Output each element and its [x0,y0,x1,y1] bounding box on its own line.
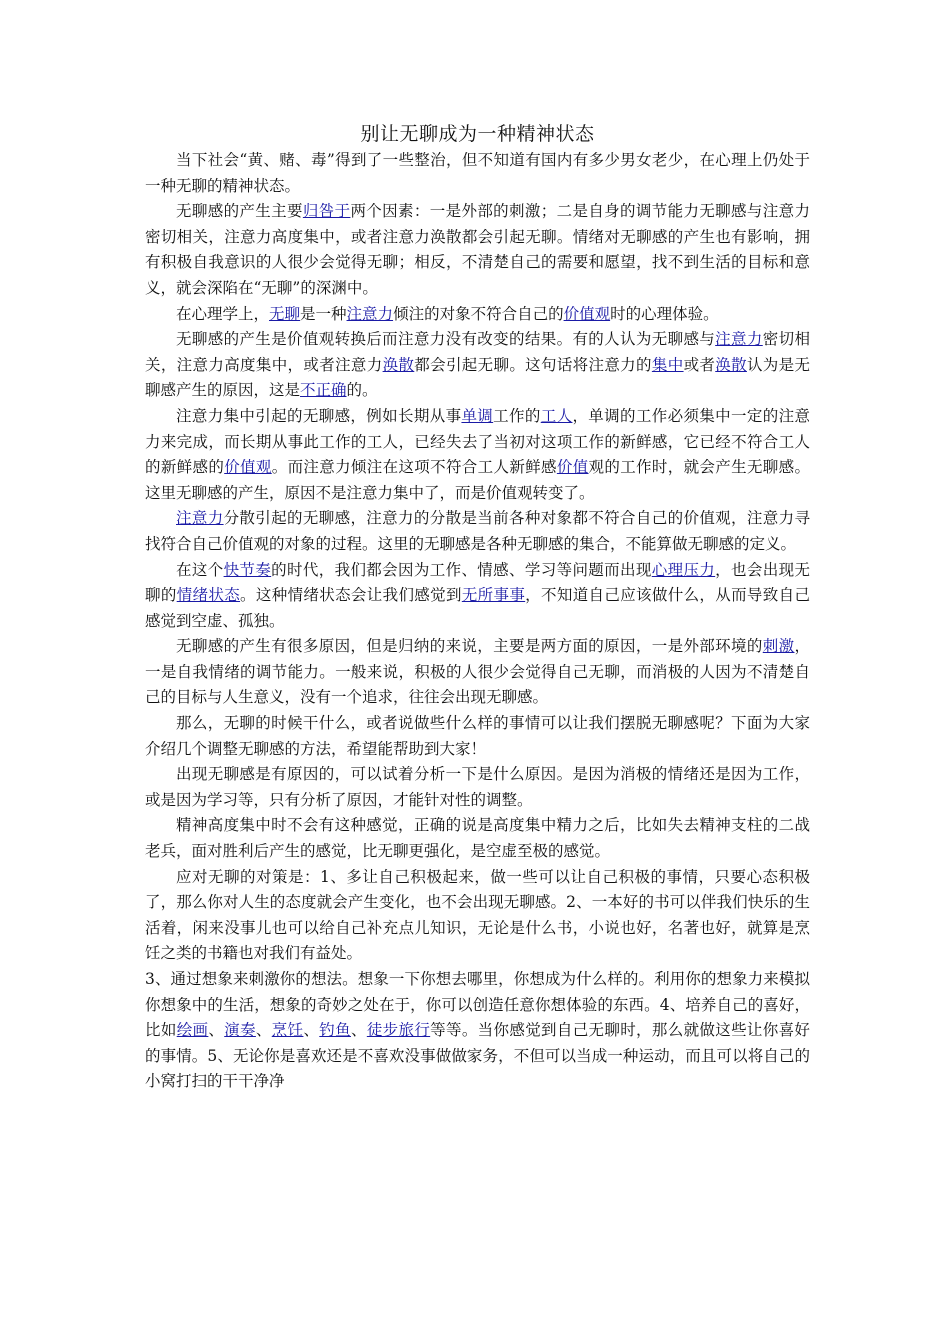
paragraph [145,302,810,328]
text-span: 在这个 [176,560,224,579]
text-span: 精神高度集中时不会有这种感觉，正确的说是高度集中精力之后，比如失去精神支柱的二战老兵，面对胜利后产生的感觉，比无聊更强化，是空虚至极的感觉。 [145,816,810,861]
text-span: ，单调的工作必须集中一定的注意力来完成，而长期从事此工作的工人，已经失去了当初对这项工作的新鲜感，它已经不符合工人的新鲜感的 [145,406,810,477]
inline-link[interactable]: 演奏 [224,1021,256,1040]
text-span: ，不知道自己应该做什么，从而导致自己感觉到空虚、孤独。 [145,586,810,630]
inline-link[interactable]: 价值 [556,458,589,477]
inline-link[interactable]: 刺激 [762,637,795,656]
text-span: 无聊感的产生是价值观转换后而注意力没有改变的结果。有的人认为无聊感与 [176,330,716,349]
document-page [145,122,810,1095]
inline-link[interactable]: 注意力 [176,509,224,528]
text-span: 观的工作时，就会产生无聊感。这里无聊感的产生，原因不是注意力集中了，而是价值观转变了。 [145,458,810,502]
inline-link[interactable]: 工人 [540,406,573,425]
text-span: 、 [303,1021,320,1040]
paragraph [145,762,810,813]
text-span: 两个因素：一是外部的刺激；二是自身的调节能力无聊感与注意力密切相关，注意力高度集中，或者注意力涣散都会引起无聊。情绪对无聊感的产生也有影响，拥有积极自我意识的人很少会觉得无聊；相反，不清楚自己的需要和愿望，找不到生活的目标和意义，就会深陷在“无聊”的深渊中。 [145,202,810,297]
text-span: 、 [350,1021,367,1040]
text-span: 时的心理体验。 [610,304,719,323]
inline-link[interactable]: 烹饪 [271,1021,304,1040]
inline-link[interactable]: 徒步旅行 [366,1021,431,1040]
inline-link[interactable]: 绘画 [176,1021,209,1040]
text-span: 。这种情绪状态会让我们感觉到 [240,586,462,605]
inline-link[interactable]: 单调 [461,406,494,425]
inline-link[interactable]: 无聊 [269,304,301,323]
text-span: 应对无聊的对策是：1、多让自己积极起来，做一些可以让自己积极的事情，只要心态积极了，那么你对人生的态度就会产生变化，也不会出现无聊感。2、一本好的书可以伴我们快乐的生活着，闲来没事儿也可以给自己补充点儿知识，无论是什么书，小说也好，名著也好，就算是烹饪之类的书籍也对我们有益处。 [145,867,810,963]
paragraph [145,558,810,635]
text-span: 密切相关，注意力高度集中，或者注意力 [145,330,810,374]
inline-link[interactable]: 价值观 [224,458,272,477]
inline-link[interactable]: 集中 [651,355,684,374]
text-span: 。而注意力倾注在这项不符合工人新鲜感 [271,458,557,477]
inline-link[interactable]: 归咎于 [302,202,351,221]
inline-link[interactable]: 不正确 [300,381,347,400]
text-span: ，一是自我情绪的调节能力。一般来说，积极的人很少会觉得自己无聊，而消极的人因为不清楚自己的目标与人生意义，没有一个追求，往往会出现无聊感。 [145,637,810,707]
inline-link[interactable]: 钓鱼 [319,1021,351,1040]
paragraph [145,813,810,864]
text-span: 的时代，我们都会因为工作、情感、学习等问题而出现 [271,560,652,579]
inline-link[interactable]: 情绪状态 [176,586,241,605]
text-span: 倾注的对象不符合自己的 [393,304,564,323]
inline-link[interactable]: 快节奏 [223,560,272,579]
text-span: 、 [255,1021,272,1040]
paragraph [145,865,810,967]
text-span: 是一种 [300,304,347,323]
text-span: 或者 [683,355,716,374]
text-span: 工作的 [493,406,541,425]
document-title: 别让无聊成为一种精神状态 [360,123,595,145]
text-span: ，也会出现无聊的 [145,560,810,605]
inline-link[interactable]: 涣散 [715,355,747,374]
text-span: 、 [208,1021,225,1040]
paragraph [145,711,810,762]
text-span: 分散引起的无聊感，注意力的分散是当前各种对象都不符合自己的价值观，注意力寻找符合自己价值观的对象的过程。这里的无聊感是各种无聊感的集合，不能算做无聊感的定义。 [145,509,810,553]
text-span: 无聊感的产生主要 [176,202,303,221]
text-span: 在心理学上， [176,304,270,323]
text-span: 都会引起无聊。这句话将注意力的 [414,355,652,374]
text-span: 那么，无聊的时候干什么，或者说做些什么样的事情可以让我们摆脱无聊感呢？下面为大家介绍几个调整无聊感的方法，希望能帮助到大家！ [145,714,810,758]
text-span: 当下社会“黄、赌、毒”得到了一些整治，但不知道有国内有多少男女老少，在心理上仍处于一种无聊的精神状态。 [145,151,810,195]
paragraph [145,327,810,404]
text-span: 3、通过想象来刺激你的想法。想象一下你想去哪里，你想成为什么样的。利用你的想象力来模拟你想象中的生活，想象的奇妙之处在于，你可以创造任意你想体验的东西。4、培养自己的喜好，比如 [145,970,810,1040]
inline-link[interactable]: 价值观 [563,304,611,323]
text-span: 的。 [346,381,378,400]
text-span: 出现无聊感是有原因的，可以试着分析一下是什么原因。是因为消极的情绪还是因为工作，或是因为学习等，只有分析了原因，才能针对性的调整。 [145,765,810,809]
inline-link[interactable]: 涣散 [382,355,415,374]
paragraph [145,148,810,199]
text-span: 等等。当你感觉到自己无聊时，那么就做这些让你喜好的事情。5、无论你是喜欢还是不喜欢没事做做家务，不但可以当成一种运动，而且可以将自己的小窝打扫的干干净净 [145,1021,810,1091]
inline-link[interactable]: 注意力 [346,304,394,323]
document-body [145,148,810,1095]
paragraph [145,634,810,711]
paragraph [145,967,810,1095]
text-span: 无聊感的产生有很多原因，但是归纳的来说，主要是两方面的原因，一是外部环境的 [176,637,763,656]
inline-link[interactable]: 心理压力 [651,560,716,579]
text-span: 注意力集中引起的无聊感，例如长期从事 [176,406,462,425]
paragraph [145,404,810,506]
paragraph [145,199,810,301]
text-span: 认为是无聊感产生的原因，这是 [145,355,810,400]
paragraph [145,506,810,557]
inline-link[interactable]: 注意力 [715,330,763,349]
inline-link[interactable]: 无所事事 [461,586,526,605]
